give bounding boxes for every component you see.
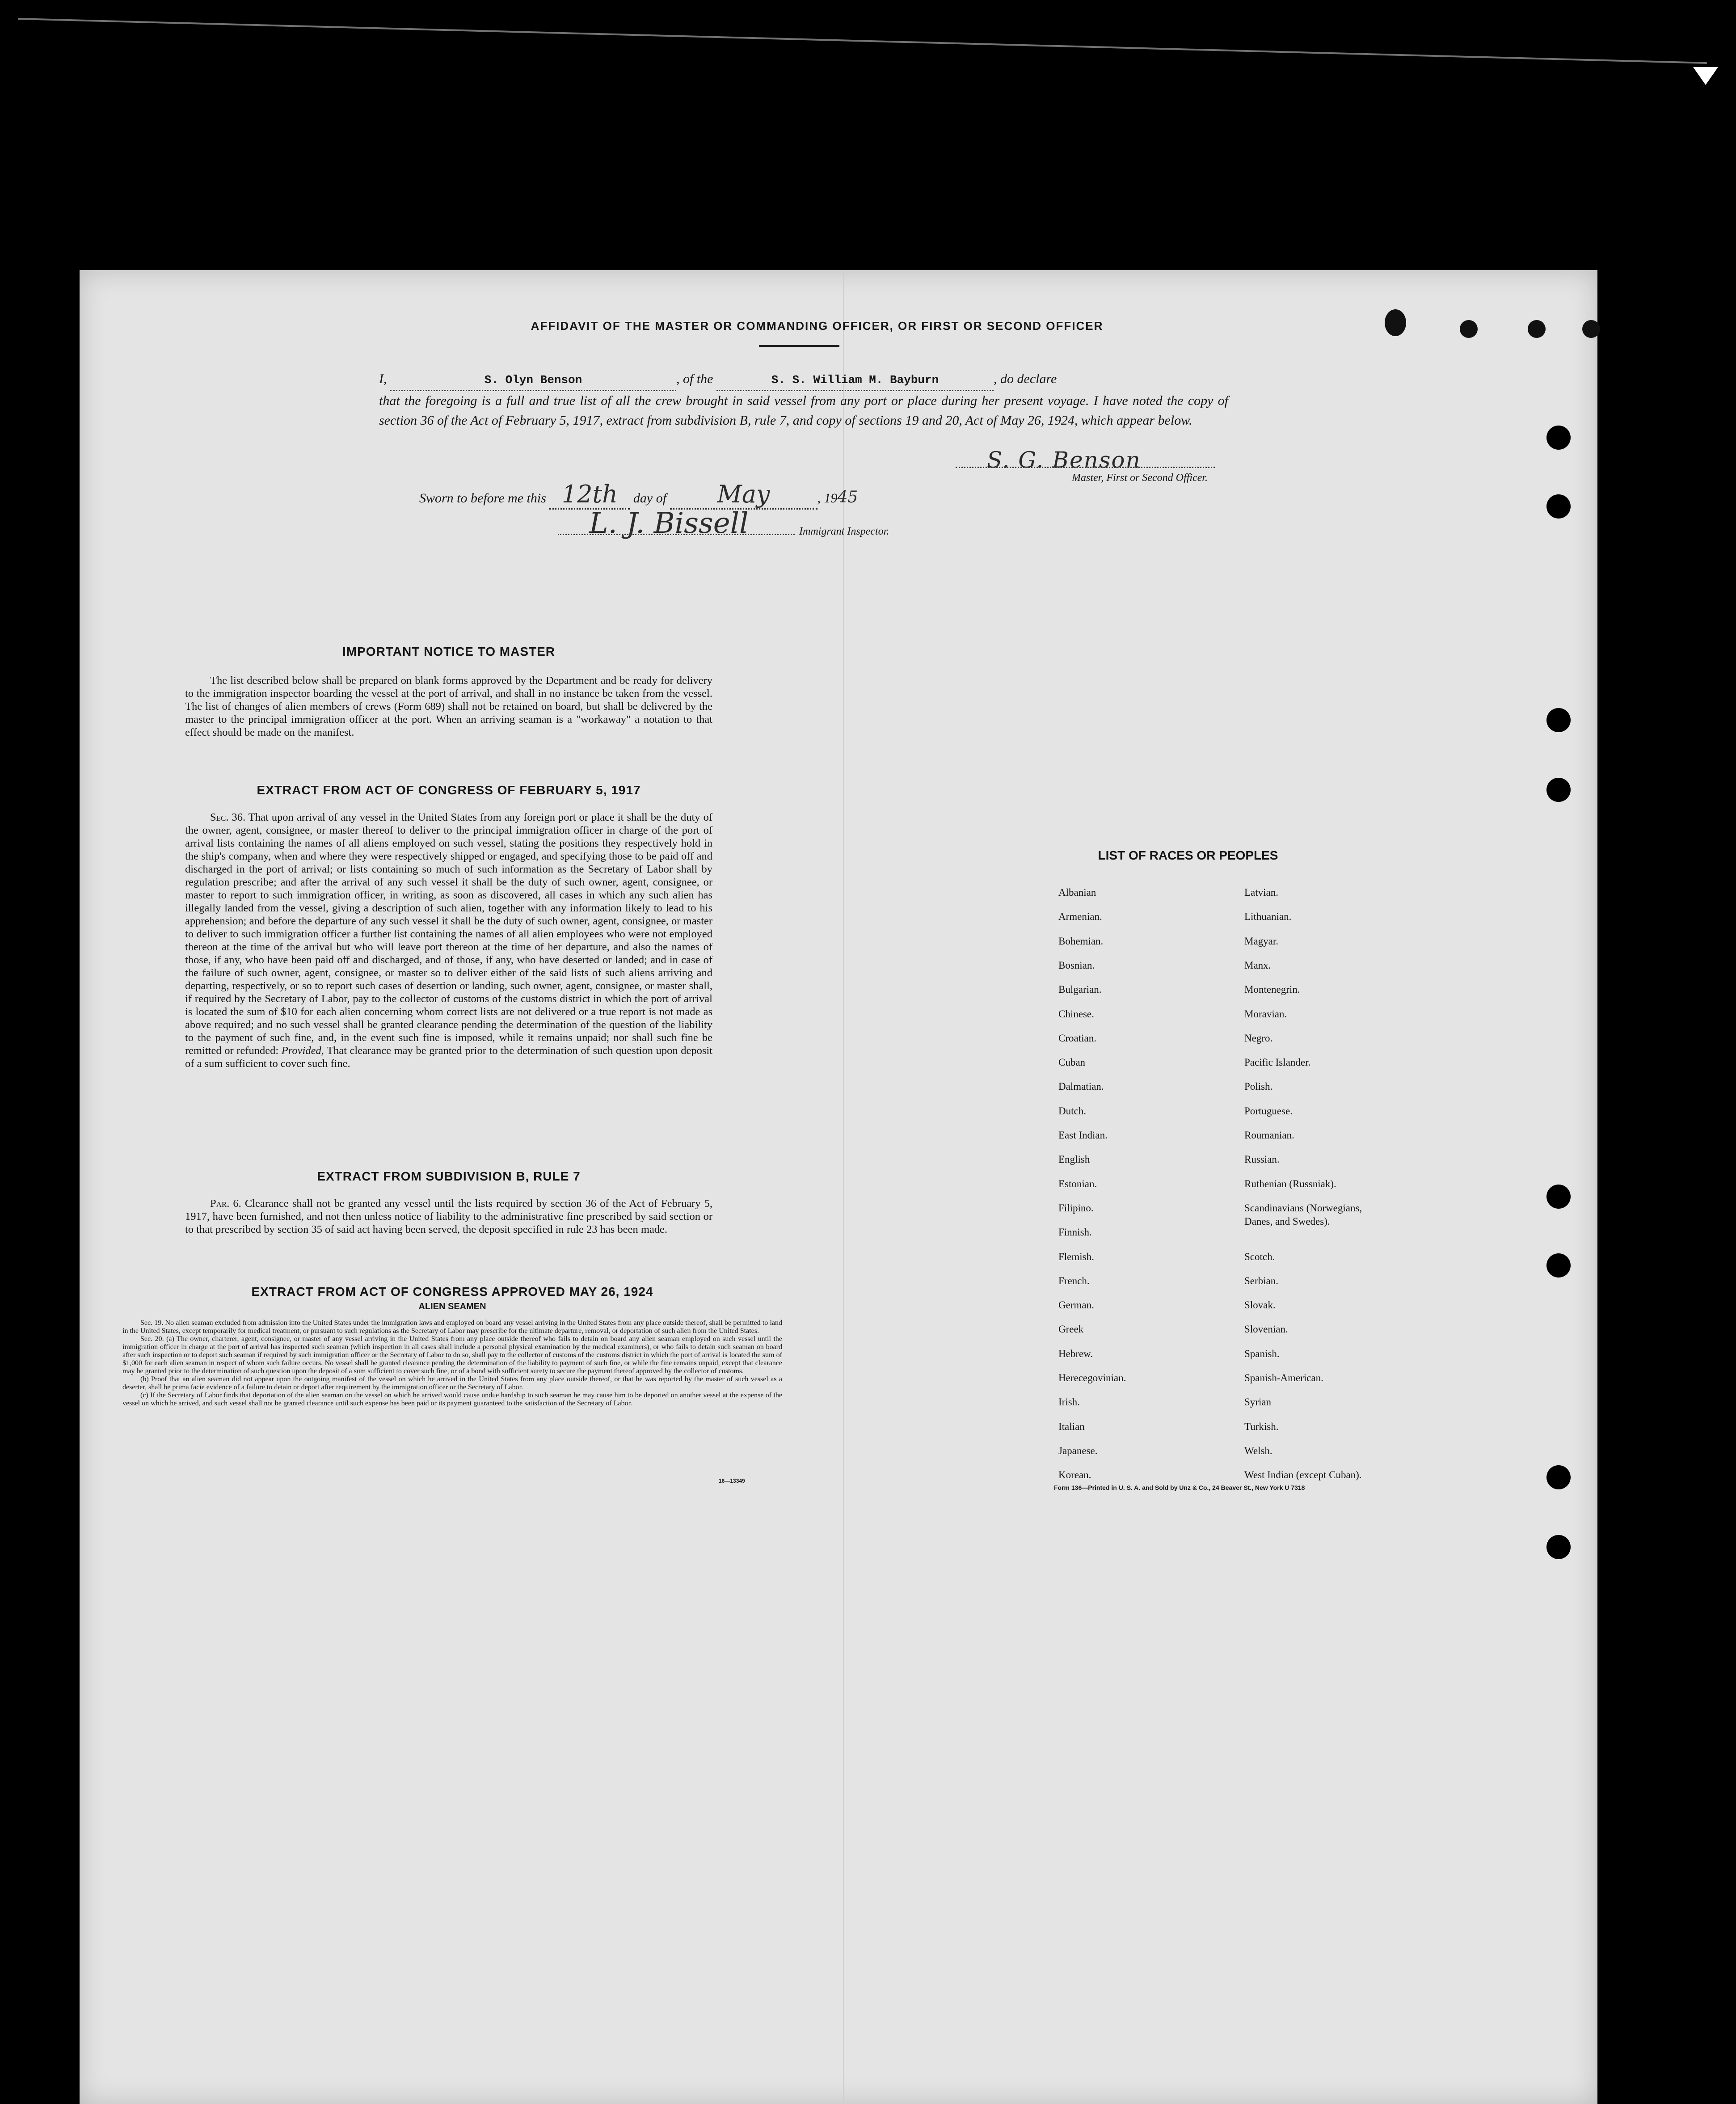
- punch-hole: [1546, 494, 1571, 519]
- race-row: [1058, 1445, 1461, 1469]
- race-name: Scandinavians (Norwegians, Danes, and Swedes).: [1244, 1202, 1362, 1227]
- race-name: Polish.: [1244, 1081, 1273, 1092]
- sec-20c-text: (c) If the Secretary of Labor finds that deportation of the alien seaman on the vessel on which he arrived would cause undue hardship to such seaman he may cause him to be deported on another vessel at the expense of the vessel on which he arrived, and such vessel shall not be granted clearance until such expense has been paid or its payment guaranteed to the satisfaction of the Secretary of Labor.: [122, 1391, 782, 1407]
- ink-smudge: [1385, 309, 1406, 336]
- race-name: Portuguese.: [1244, 1105, 1293, 1117]
- race-name: Armenian.: [1058, 911, 1102, 923]
- race-name: Chinese.: [1058, 1008, 1094, 1020]
- sworn-line: [419, 480, 858, 510]
- race-name: Herecegovinian.: [1058, 1372, 1126, 1383]
- vessel-name-field: [716, 369, 994, 391]
- race-name: Turkish.: [1244, 1421, 1279, 1432]
- printer-imprint: Form 136—Printed in U. S. A. and Sold by Unz & Co., 24 Beaver St., New York U 7318: [1054, 1484, 1305, 1491]
- race-name: Irish.: [1058, 1396, 1080, 1408]
- inspector-label: Immigrant Inspector.: [799, 526, 889, 537]
- race-row: [1058, 1033, 1461, 1057]
- race-name: Greek: [1058, 1324, 1084, 1335]
- race-name: Flemish.: [1058, 1251, 1094, 1262]
- race-name: Ruthenian (Russniak).: [1244, 1178, 1336, 1189]
- race-row: [1058, 887, 1461, 911]
- race-name: Italian: [1058, 1421, 1085, 1432]
- race-name: Bosnian.: [1058, 959, 1095, 971]
- sworn-day: 12th: [561, 480, 618, 508]
- par-6-body: Clearance shall not be granted any vessel until the lists required by section 36 of the Act of February 5, 1917, have been furnished, and not then unless notice of liability to the administrative fine prescribed by said section or to that prescribed by section 35 of said act having been served, the deposit specified in rule 23 has been made.: [185, 1197, 712, 1235]
- declaration-text: that the foregoing is a full and true list of all the crew brought in said vessel from any port or place during her present voyage. I have noted the copy of section 36 of the Act of February 5, 1917, extract from subdivision B, rule 7, and copy of sections 19 and 20, Act of May 26, 1924, which appear below.: [379, 393, 1228, 428]
- provided-word: Provided,: [281, 1045, 324, 1057]
- inspector-signature: L. J. Bissell: [589, 507, 749, 540]
- race-name: Negro.: [1244, 1032, 1273, 1044]
- race-name: Latvian.: [1244, 887, 1278, 898]
- sworn-prefix: Sworn to before me this: [419, 491, 546, 506]
- sworn-month: May: [717, 480, 770, 508]
- race-name: Estonian.: [1058, 1178, 1097, 1189]
- par-6-label: Par. 6.: [210, 1197, 241, 1210]
- sec-20b-text: (b) Proof that an alien seaman did not appear upon the outgoing manifest of the vessel on which he arrived in the United States from any place outside thereof, or that he was reported by the master of such vessel as a deserter, shall be prima facie evidence of a failure to detain or deport after requirement by the immigration officer or the Secretary of Labor.: [122, 1375, 782, 1391]
- master-signature-line: [956, 467, 1215, 468]
- inspector-signature-line: [558, 534, 795, 535]
- race-row: [1058, 984, 1461, 1008]
- punch-hole: [1546, 778, 1571, 802]
- race-name: Japanese.: [1058, 1445, 1098, 1456]
- declarant-prefix: I,: [379, 371, 387, 386]
- master-name-field: [390, 369, 676, 391]
- alien-seamen-subtitle: ALIEN SEAMEN: [418, 1302, 486, 1311]
- race-row: [1058, 1421, 1461, 1445]
- race-row: [1058, 1130, 1461, 1154]
- race-name: West Indian (except Cuban).: [1244, 1469, 1362, 1481]
- day-of-text: day of: [633, 491, 667, 506]
- sworn-month-field: [670, 480, 817, 510]
- race-row: [1058, 1299, 1461, 1324]
- of-the-text: , of the: [676, 371, 713, 386]
- race-row: [1058, 1324, 1461, 1348]
- ink-smudge: [1460, 320, 1478, 338]
- sec-19-text: Sec. 19. No alien seaman excluded from admission into the United States under the immigration laws and employed on board any vessel arriving in the United States from any place outside thereof, shall be permitted to land in the United States, except temporarily for medical treatment, or pursuant to such regulations as the Secretary of Labor may prescribe for the ultimate departure, removal, or deportation of such alien from the United States.: [122, 1319, 782, 1335]
- race-name: Slovenian.: [1244, 1324, 1288, 1335]
- sec-20a-text: Sec. 20. (a) The owner, charterer, agent, consignee, or master of any vessel arriving in the United States from any place outside thereof who fails to detain on board any alien seaman employed on such vessel until the immigration officer in charge at the port of arrival has inspected such seaman (which inspection in all cases shall include a personal physical examination by the medical examiners), or who fails to detain such seaman on board after such inspection or to deport such seaman if required by such immigration officer or the Secretary of Labor to do so, shall pay to the collector of customs of the customs district in which the port of arrival is located the sum of $1,000 for each alien seaman in respect of whom such failure occurs. No vessel shall be granted clearance pending the determination of the liability to payment of such fine, or while the fine remains unpaid, except that clearance may be granted prior to the determination of such question upon the deposit of a sum sufficient to cover such fine, or of a bond with sufficient surety to secure the payment thereof approved by the collector of customs.: [122, 1335, 782, 1375]
- extract-1917-section: [185, 783, 712, 1070]
- race-row: [1058, 1154, 1461, 1178]
- do-declare-text: , do declare: [994, 371, 1057, 386]
- race-name: Pacific Islander.: [1244, 1057, 1311, 1068]
- race-row: [1058, 1008, 1461, 1033]
- race-name: Montenegrin.: [1244, 984, 1300, 995]
- form-number: 16—13349: [719, 1478, 745, 1484]
- punch-hole: [1546, 1185, 1571, 1209]
- notice-title: IMPORTANT NOTICE TO MASTER: [342, 645, 556, 658]
- race-row: [1058, 1275, 1461, 1299]
- race-name: Finnish.: [1058, 1227, 1092, 1238]
- subdivision-text: [185, 1197, 712, 1236]
- race-name: Magyar.: [1244, 935, 1279, 947]
- race-name: Lithuanian.: [1244, 911, 1292, 923]
- declaration-line-1: [379, 369, 1228, 391]
- document-page: [80, 270, 1597, 2104]
- race-name: Roumanian.: [1244, 1130, 1294, 1141]
- affidavit-declaration: [379, 369, 1228, 430]
- race-name: Syrian: [1244, 1396, 1272, 1408]
- extract-1917-text: [185, 811, 712, 1070]
- race-name: Dutch.: [1058, 1105, 1086, 1117]
- punch-hole: [1546, 426, 1571, 450]
- race-name: Filipino.: [1058, 1202, 1094, 1214]
- race-name: English: [1058, 1154, 1090, 1165]
- punch-hole: [1546, 708, 1571, 732]
- race-row: [1058, 936, 1461, 960]
- extract-1917-title: EXTRACT FROM ACT OF CONGRESS OF FEBRUARY 5, 1917: [257, 783, 641, 797]
- race-name: Croatian.: [1058, 1032, 1096, 1044]
- race-name: Spanish-American.: [1244, 1372, 1323, 1383]
- sworn-year: 45: [837, 488, 858, 506]
- race-name: Scotch.: [1244, 1251, 1275, 1262]
- race-row: [1058, 960, 1461, 984]
- notice-section: [185, 645, 712, 739]
- race-row: [1058, 1057, 1461, 1081]
- race-name: Hebrew.: [1058, 1348, 1093, 1359]
- punch-hole: [1546, 1253, 1571, 1278]
- master-label: Master, First or Second Officer.: [1072, 472, 1208, 484]
- race-name: Bulgarian.: [1058, 984, 1102, 995]
- race-name: Slovak.: [1244, 1299, 1276, 1311]
- race-name: Korean.: [1058, 1469, 1091, 1481]
- title-rule: [759, 345, 839, 347]
- race-name: Spanish.: [1244, 1348, 1280, 1359]
- race-name: French.: [1058, 1275, 1090, 1286]
- sec-36-end: That clearance may be granted prior to the determination of such question upon deposit of a sum sufficient to cover such fine.: [185, 1045, 713, 1070]
- race-row: [1058, 1227, 1461, 1251]
- race-row: [1058, 911, 1461, 935]
- race-name: Albanian: [1058, 887, 1096, 898]
- ink-smudge: [1528, 320, 1546, 338]
- race-name: Dalmatian.: [1058, 1081, 1104, 1092]
- subdivision-title: EXTRACT FROM SUBDIVISION B, RULE 7: [317, 1169, 581, 1183]
- race-row: [1058, 1396, 1461, 1421]
- vessel-name: S. S. William M. Bayburn: [771, 373, 939, 387]
- race-name: Manx.: [1244, 959, 1271, 971]
- master-signature: S. G. Benson: [987, 447, 1141, 473]
- races-title: LIST OF RACES OR PEOPLES: [1098, 848, 1278, 862]
- race-name: Cuban: [1058, 1057, 1086, 1068]
- race-row: [1058, 1081, 1461, 1105]
- master-name: S. Olyn Benson: [484, 373, 582, 387]
- race-name: Serbian.: [1244, 1275, 1279, 1286]
- notice-text: The list described below shall be prepared on blank forms approved by the Department and be ready for delivery to the immigration inspector boarding the vessel at the port of arrival, and shall in no instance be taken from the vessel. The list of changes of alien members of crews (Form 689) shall not be retained on board, but shall be delivered by the master to the principal immigration officer at the port. When an arriving seaman is a "workaway" a notation to that effect should be made on the manifest.: [185, 675, 712, 738]
- sworn-day-field: [549, 480, 630, 510]
- film-corner-mark: [1693, 67, 1718, 85]
- race-name: Bohemian.: [1058, 935, 1104, 947]
- race-name: Moravian.: [1244, 1008, 1287, 1020]
- subdivision-section: [185, 1169, 712, 1236]
- race-row: [1058, 1251, 1461, 1275]
- punch-hole: [1546, 1465, 1571, 1489]
- race-name: East Indian.: [1058, 1130, 1108, 1141]
- race-row: [1058, 1105, 1461, 1130]
- year-prefix: , 19: [817, 491, 838, 506]
- film-edge-line: [18, 18, 1707, 64]
- affidavit-title: AFFIDAVIT OF THE MASTER OR COMMANDING OFFICER, OR FIRST OR SECOND OFFICER: [531, 319, 1104, 333]
- race-row: [1058, 1372, 1461, 1396]
- sec-36-label: Sec. 36.: [210, 811, 246, 823]
- sec-36-body: That upon arrival of any vessel in the United States from any foreign port or place it shall be the duty of the owner, agent, consignee, or master thereof to deliver to the principal immigration officer in charge of the port of arrival lists containing the names of all aliens employed on such vessel, stating the positions they respectively hold in the ship's company, when and where they were respectively shipped or engaged, and specifying those to be paid off and discharged in the port of arrival; or lists containing so much of such information as the Secretary of Labor shall by regulation prescribe; and after the arrival of any such vessel it shall be the duty of such owner, agent, consignee, or master to report to such immigration officer, in writing, as soon as discovered, all cases in which any such alien has illegally landed from the vessel, giving a description of such alien, together with any information likely to lead to his apprehension; and before the departure of any such vessel it shall be the duty of such owner, agent, consignee, or master to deliver to such immigration officer a further list containing the names of all alien employees who were not employed thereon at the time of the arrival but who will leave port thereon at the time of her departure, and also the names of those, if any, who have been paid off and discharged, and of those, if any, who have deserted or landed; and in case of the failure of such owner, agent, consignee, or master so to deliver either of the said lists of such aliens arriving and departing, respectively, or so to report such cases of desertion or landing, such owner, agent, consignee, or master shall, if required by the Secretary of Labor, pay to the collector of customs of the customs district in which the port of arrival is located the sum of $10 for each alien concerning whom correct lists are not delivered or a true report is not made as above required; and no such vessel shall be granted clearance pending the determination of the question of the liability to the payment of such fine, and, in the event such fine is imposed, while it remains unpaid; nor shall such fine be remitted or refunded:: [185, 811, 712, 1057]
- race-row: [1058, 1348, 1461, 1372]
- race-row: [1058, 1202, 1461, 1227]
- punch-hole: [1546, 1535, 1571, 1559]
- race-name: German.: [1058, 1299, 1094, 1311]
- page-fold: [843, 270, 844, 2104]
- extract-1924-section: [122, 1285, 782, 1408]
- extract-1924-title: EXTRACT FROM ACT OF CONGRESS APPROVED MAY 26, 1924: [251, 1285, 653, 1299]
- race-name: Russian.: [1244, 1154, 1280, 1165]
- ink-smudge: [1582, 320, 1600, 338]
- race-row: [1058, 1178, 1461, 1202]
- race-name: Welsh.: [1244, 1445, 1273, 1456]
